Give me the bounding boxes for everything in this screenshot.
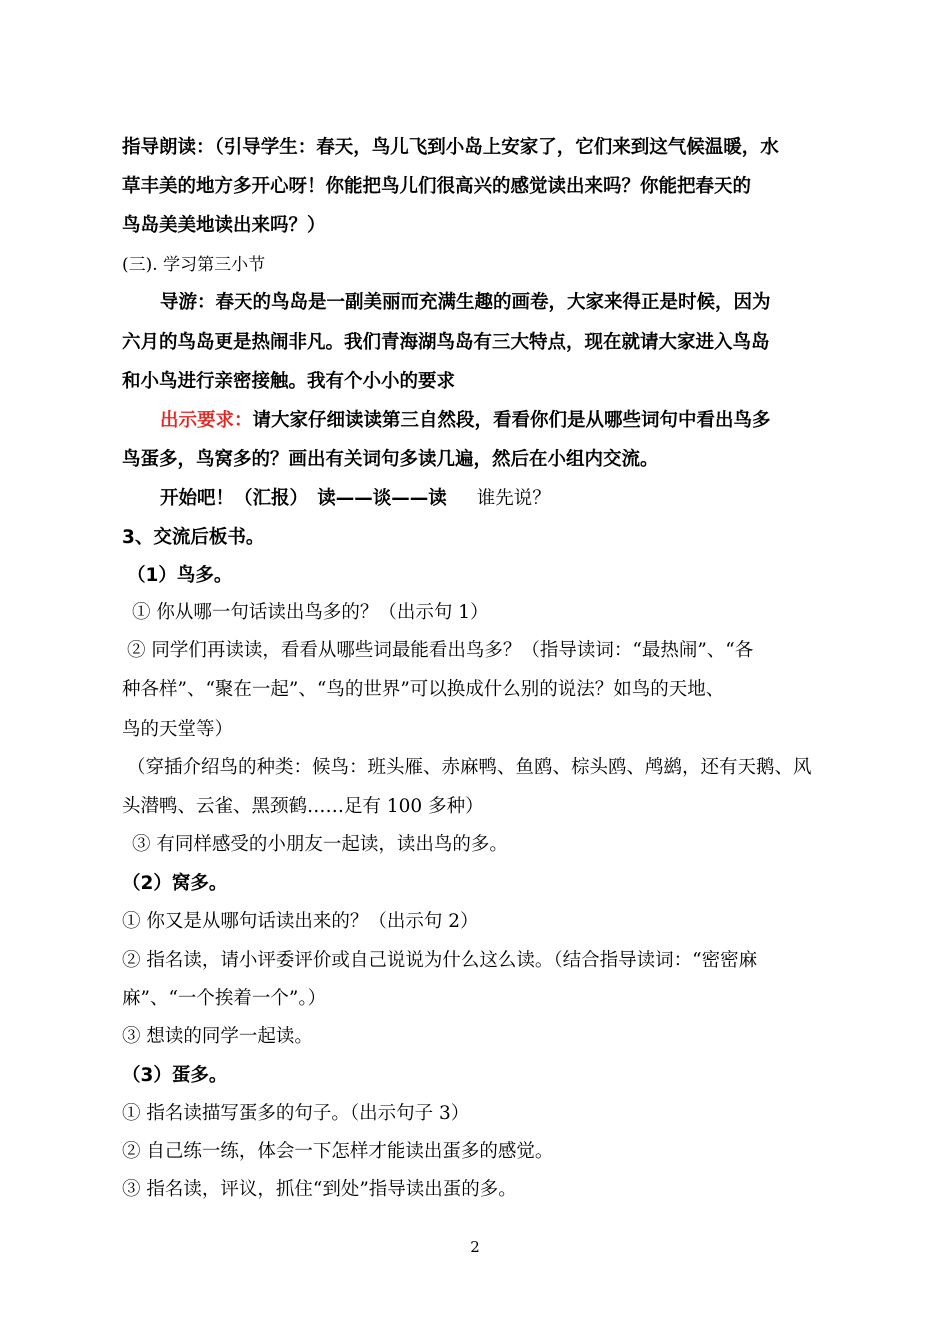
- nests-item2-line2: 麻”、“一个挨着一个”。）: [122, 988, 327, 1009]
- eggs-item2: ② 自己练一练，体会一下怎样才能读出蛋多的感觉。: [122, 1141, 554, 1162]
- eggs-item3: ③ 指名读，评议，抓住“到处”指导读出蛋的多。: [122, 1179, 517, 1200]
- birds-item3: ③ 有同样感受的小朋友一起读，读出鸟的多。: [132, 834, 508, 855]
- page-number: 2: [470, 1238, 480, 1256]
- point3-heading: 3、交流后板书。: [122, 527, 265, 548]
- nests-item1: ① 你又是从哪句话读出来的？（出示句 2）: [122, 911, 479, 932]
- eggs-item1: ① 指名读描写蛋多的句子。（出示句子 3）: [122, 1103, 470, 1124]
- birds-insert-line1: （穿插介绍鸟的种类：候鸟：班头雁、赤麻鸭、鱼鸥、棕头鸥、鸬鹚，还有天鹅、风: [127, 757, 812, 778]
- birds-insert-line2: 头潜鸭、云雀、黑颈鹤……足有 100 多种）: [122, 796, 484, 817]
- start-normal: 谁先说？: [476, 488, 551, 509]
- requirement-text: 请大家仔细读读第三自然段，看看你们是从哪些词句中看出鸟多: [252, 410, 771, 431]
- requirement-label: 出示要求：: [160, 410, 253, 431]
- birds-item1: ① 你从哪一句话读出鸟多的？（出示句 1）: [132, 602, 489, 623]
- birds-item2-line3: 鸟的天堂等）: [122, 719, 234, 740]
- guide-line1: 导游：春天的鸟岛是一副美丽而充满生趣的画卷，大家来得正是时候，因为: [160, 292, 771, 313]
- nests-heading: （2）窝多。: [122, 873, 228, 894]
- guide-line3: 和小鸟进行亲密接触。我有个小小的要求: [122, 371, 456, 392]
- para1-line2: 草丰美的地方多开心呀！你能把鸟儿们很高兴的感觉读出来吗？你能把春天的: [122, 176, 752, 197]
- section3-title: (三). 学习第三小节: [122, 255, 266, 275]
- nests-item2-line1: ② 指名读，请小评委评价或自己说说为什么这么读。（结合指导读词：“密密麻: [122, 950, 758, 971]
- start-bold: 开始吧！（汇报） 读——谈——读: [160, 488, 447, 509]
- guide-line2: 六月的鸟岛更是热闹非凡。我们青海湖鸟岛有三大特点，现在就请大家进入鸟岛: [122, 332, 770, 353]
- start-line: [160, 487, 551, 511]
- nests-item3: ③ 想读的同学一起读。: [122, 1026, 313, 1047]
- para1-line3: 鸟岛美美地读出来吗？）: [122, 215, 326, 236]
- birds-item2-line1: ② 同学们再读读，看看从哪些词最能看出鸟多？（指导读词：“最热闹”、“各: [127, 640, 754, 661]
- birds-item2-line2: 种各样”、“聚在一起”、“鸟的世界”可以换成什么别的说法？如鸟的天地、: [122, 679, 725, 700]
- birds-heading: （1）鸟多。: [127, 565, 233, 586]
- requirement-line2: 鸟蛋多，鸟窝多的？画出有关词句多读几遍，然后在小组内交流。: [122, 449, 659, 470]
- requirement-line1: [160, 409, 771, 433]
- eggs-heading: （3）蛋多。: [122, 1065, 228, 1086]
- para1-line1: 指导朗读：（引导学生：春天，鸟儿飞到小岛上安家了，它们来到这气候温暖，水: [122, 137, 779, 158]
